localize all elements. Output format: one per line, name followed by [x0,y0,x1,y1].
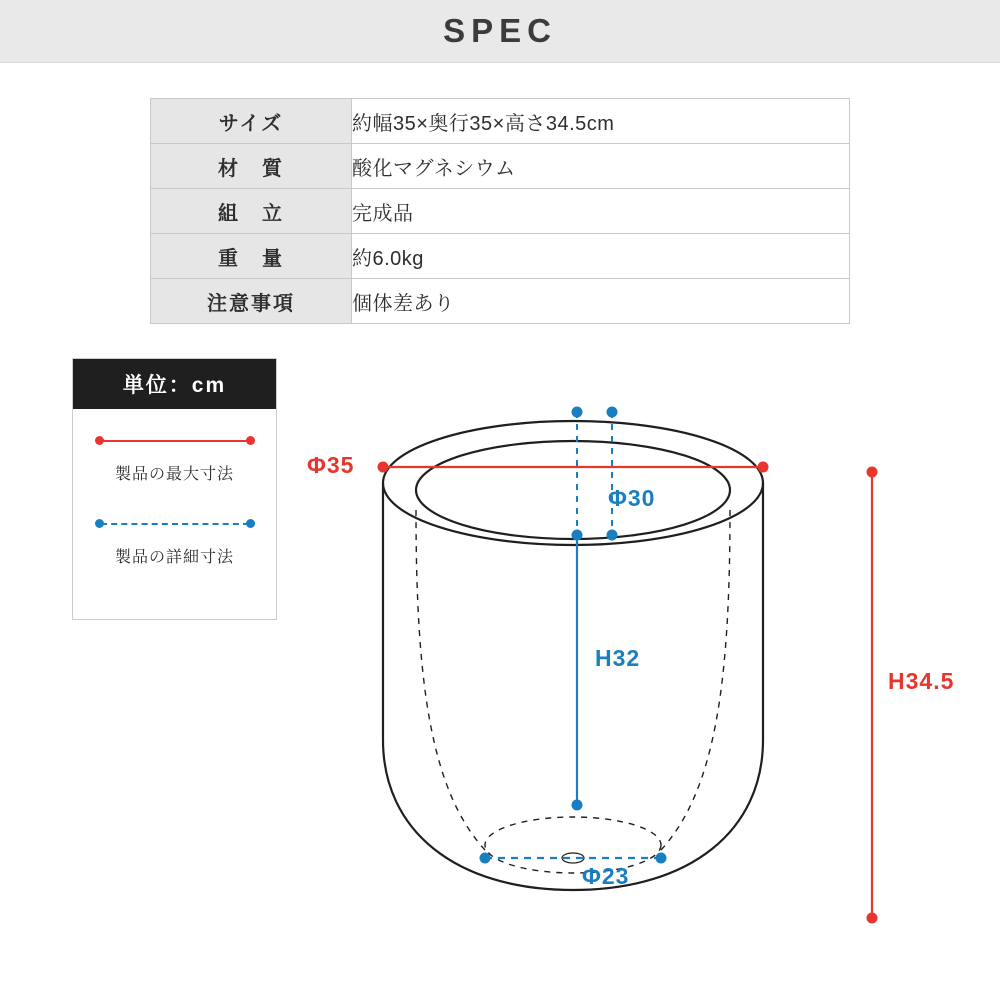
spec-value: 酸化マグネシウム [352,144,850,189]
endpoint-dot-icon [607,407,618,418]
dim-inner-diameter [577,412,612,535]
spec-value: 完成品 [352,189,850,234]
table-row [151,189,850,234]
dashed-line-icon [101,523,249,525]
solid-line-icon [101,440,249,442]
header-bar [0,0,1000,63]
endpoint-dot-icon [607,530,618,541]
endpoint-dot-icon [246,436,255,445]
endpoint-dot-icon [572,800,583,811]
legend-title: 単位：cm [73,359,276,409]
legend-swatch-max [95,435,255,447]
inner-wall-right-dashed [661,510,730,850]
endpoint-dot-icon [480,853,491,864]
spec-label: 組 立 [151,189,352,234]
endpoint-dot-icon [246,519,255,528]
label-outer-diameter: Φ35 [307,452,355,478]
spec-value: 約幅35×奥行35×高さ34.5cm [352,99,850,144]
spec-label: 注意事項 [151,279,352,324]
legend-caption-detail: 製品の詳細寸法 [114,549,234,566]
rim-inner-ellipse [416,441,730,539]
legend-swatch-detail [95,518,255,530]
table-row [151,144,850,189]
product-dimension-diagram [280,350,980,970]
endpoint-dot-icon [378,462,389,473]
label-inner-diameter: Φ30 [608,485,656,511]
endpoint-dot-icon [572,407,583,418]
endpoint-dot-icon [867,913,878,924]
rim-outer-ellipse [383,421,763,545]
page-title: SPEC [443,12,557,49]
bottom-ellipse-dashed [485,817,661,873]
legend-body [73,409,276,567]
label-total-height: H34.5 [888,668,955,694]
spec-label: 材 質 [151,144,352,189]
label-inner-height: H32 [595,645,641,671]
table-row [151,279,850,324]
spec-value: 約6.0kg [352,234,850,279]
spec-label: サイズ [151,99,352,144]
table-row [151,234,850,279]
endpoint-dot-icon [758,462,769,473]
legend-caption-max: 製品の最大寸法 [114,466,234,483]
label-bottom-diameter: Φ23 [582,863,630,889]
spec-label: 重 量 [151,234,352,279]
spec-value: 個体差あり [352,279,850,324]
spec-table [150,98,850,324]
endpoint-dot-icon [867,467,878,478]
endpoint-dot-icon [656,853,667,864]
table-row [151,99,850,144]
legend-spacer [73,484,276,518]
inner-wall-left-dashed [416,510,485,850]
legend-box [72,358,277,620]
